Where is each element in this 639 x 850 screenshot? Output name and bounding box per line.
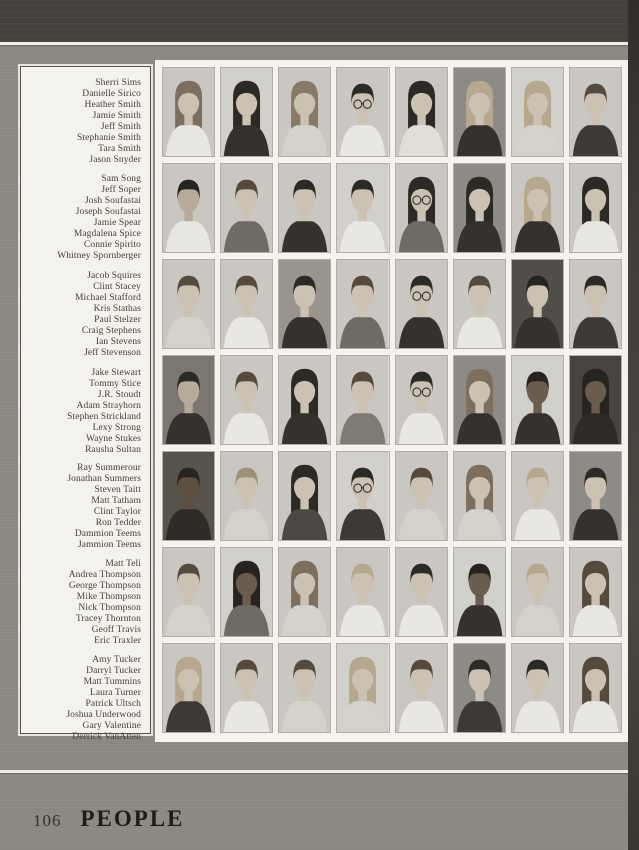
student-name: Joshua Underwood (66, 710, 141, 720)
student-photo (569, 451, 622, 541)
student-photo (569, 67, 622, 157)
student-name: Paul Stelzer (94, 315, 141, 325)
student-name: Sherri Sims (95, 78, 141, 88)
student-name: Amy Tucker (92, 655, 141, 665)
student-name: Dammion Teems (74, 529, 141, 539)
student-photo (569, 547, 622, 637)
student-name: Derrick VanAtten (72, 732, 141, 742)
student-name: Stephanie Smith (76, 133, 141, 143)
bottom-rule (0, 770, 628, 773)
student-name: Ian Stevens (95, 337, 141, 347)
student-name: Heather Smith (84, 100, 141, 110)
student-photo (220, 355, 273, 445)
student-name: Jeff Smith (100, 122, 141, 132)
student-photo (453, 547, 506, 637)
student-name: Jamie Smith (92, 111, 141, 121)
student-photo (511, 643, 564, 733)
student-name: Connie Spirito (83, 240, 141, 250)
student-photo (162, 451, 215, 541)
student-photo (511, 259, 564, 349)
student-photo (453, 451, 506, 541)
student-name: Tommy Stice (89, 379, 141, 389)
student-name: Adam Strayhorn (76, 401, 141, 411)
student-photo (278, 547, 331, 637)
student-photo (336, 259, 389, 349)
name-group (25, 559, 141, 647)
name-group (25, 271, 141, 359)
student-photo (395, 163, 448, 253)
student-photo (336, 451, 389, 541)
student-photo (162, 259, 215, 349)
student-photo (569, 643, 622, 733)
page-edge-shadow (628, 0, 639, 850)
student-name: Ron Tedder (95, 518, 141, 528)
student-name: Whitney Spornberger (57, 251, 141, 261)
student-photo (395, 67, 448, 157)
page-number: 106 (33, 811, 62, 830)
student-name: Stephen Strickland (67, 412, 141, 422)
student-photo (395, 643, 448, 733)
student-photo (511, 547, 564, 637)
student-name: Craig Stephens (81, 326, 141, 336)
student-photo (220, 67, 273, 157)
student-photo (220, 547, 273, 637)
student-name: Ray Summerour (77, 463, 141, 473)
student-photo (395, 259, 448, 349)
student-name: Andrea Thompson (68, 570, 141, 580)
name-group (25, 463, 141, 551)
student-photo (511, 67, 564, 157)
top-rule (0, 42, 628, 45)
student-name: Lexy Strong (92, 423, 141, 433)
student-name: George Thompson (68, 581, 141, 591)
student-photo (395, 451, 448, 541)
student-photo (278, 163, 331, 253)
student-photo (278, 451, 331, 541)
student-name: Matt Teli (105, 559, 141, 569)
student-photo (453, 259, 506, 349)
student-photo (162, 547, 215, 637)
student-name: Sam Song (101, 174, 141, 184)
student-photo (278, 67, 331, 157)
student-name: Danielle Sirico (82, 89, 141, 99)
student-name: Darryl Tucker (86, 666, 141, 676)
student-name: Laura Turner (89, 688, 141, 698)
student-photo (511, 163, 564, 253)
student-photo (220, 643, 273, 733)
student-name: Geoff Travis (91, 625, 141, 635)
student-photo (453, 643, 506, 733)
student-name: Matt Tummins (83, 677, 141, 687)
student-photo (278, 643, 331, 733)
student-name: Jammion Teems (78, 540, 141, 550)
name-group (25, 368, 141, 456)
student-photo (162, 163, 215, 253)
student-photo (278, 259, 331, 349)
page-footer (33, 806, 185, 832)
student-photo (220, 451, 273, 541)
student-name: Magdalena Spice (73, 229, 141, 239)
student-name: Jason Snyder (89, 155, 141, 165)
top-band (0, 0, 639, 42)
student-name: Nick Thompson (78, 603, 141, 613)
photo-panel (155, 60, 629, 742)
student-name: Jamie Spear (93, 218, 141, 228)
student-name: Eric Traxler (94, 636, 141, 646)
student-name: Tara Smith (98, 144, 141, 154)
student-photo (569, 355, 622, 445)
student-name: Steven Taitt (94, 485, 141, 495)
student-photo (278, 355, 331, 445)
student-name: Kris Stathas (93, 304, 141, 314)
student-name: Josh Soufastai (84, 196, 141, 206)
student-photo (453, 163, 506, 253)
student-name: Jacob Squires (87, 271, 141, 281)
student-name: Matt Tatham (91, 496, 141, 506)
photo-grid (162, 67, 622, 733)
name-group (25, 655, 141, 743)
student-photo (395, 355, 448, 445)
student-name: Jeff Stevenson (84, 348, 141, 358)
student-name: Gary Valentine (82, 721, 141, 731)
student-name: Patrick Ultsch (85, 699, 141, 709)
student-name: Clint Stacey (93, 282, 141, 292)
student-photo (162, 643, 215, 733)
student-photo (162, 355, 215, 445)
student-photo (220, 259, 273, 349)
name-group (25, 174, 141, 262)
student-name: Jake Stewart (91, 368, 141, 378)
student-name: Jonathan Summers (67, 474, 141, 484)
student-photo (220, 163, 273, 253)
student-photo (336, 643, 389, 733)
student-photo (511, 355, 564, 445)
student-photo (395, 547, 448, 637)
student-photo (569, 259, 622, 349)
student-photo (453, 67, 506, 157)
student-name: Michael Stafford (74, 293, 141, 303)
student-name: Wayne Stukes (85, 434, 141, 444)
student-name: Joseph Soufastai (75, 207, 141, 217)
student-photo (336, 355, 389, 445)
student-name: Rausha Sultan (85, 445, 141, 455)
student-name: Jeff Soper (101, 185, 141, 195)
student-name: J.R. Stoudt (97, 390, 141, 400)
student-name: Tracey Thornton (75, 614, 141, 624)
student-photo (336, 163, 389, 253)
name-group (25, 78, 141, 166)
student-photo (453, 355, 506, 445)
student-photo (511, 451, 564, 541)
student-photo (336, 67, 389, 157)
student-name: Mike Thompson (76, 592, 141, 602)
student-photo (336, 547, 389, 637)
student-name: Clint Taylor (93, 507, 141, 517)
student-photo (162, 67, 215, 157)
student-photo (569, 163, 622, 253)
section-title: PEOPLE (80, 806, 185, 831)
student-name-list (20, 66, 151, 742)
